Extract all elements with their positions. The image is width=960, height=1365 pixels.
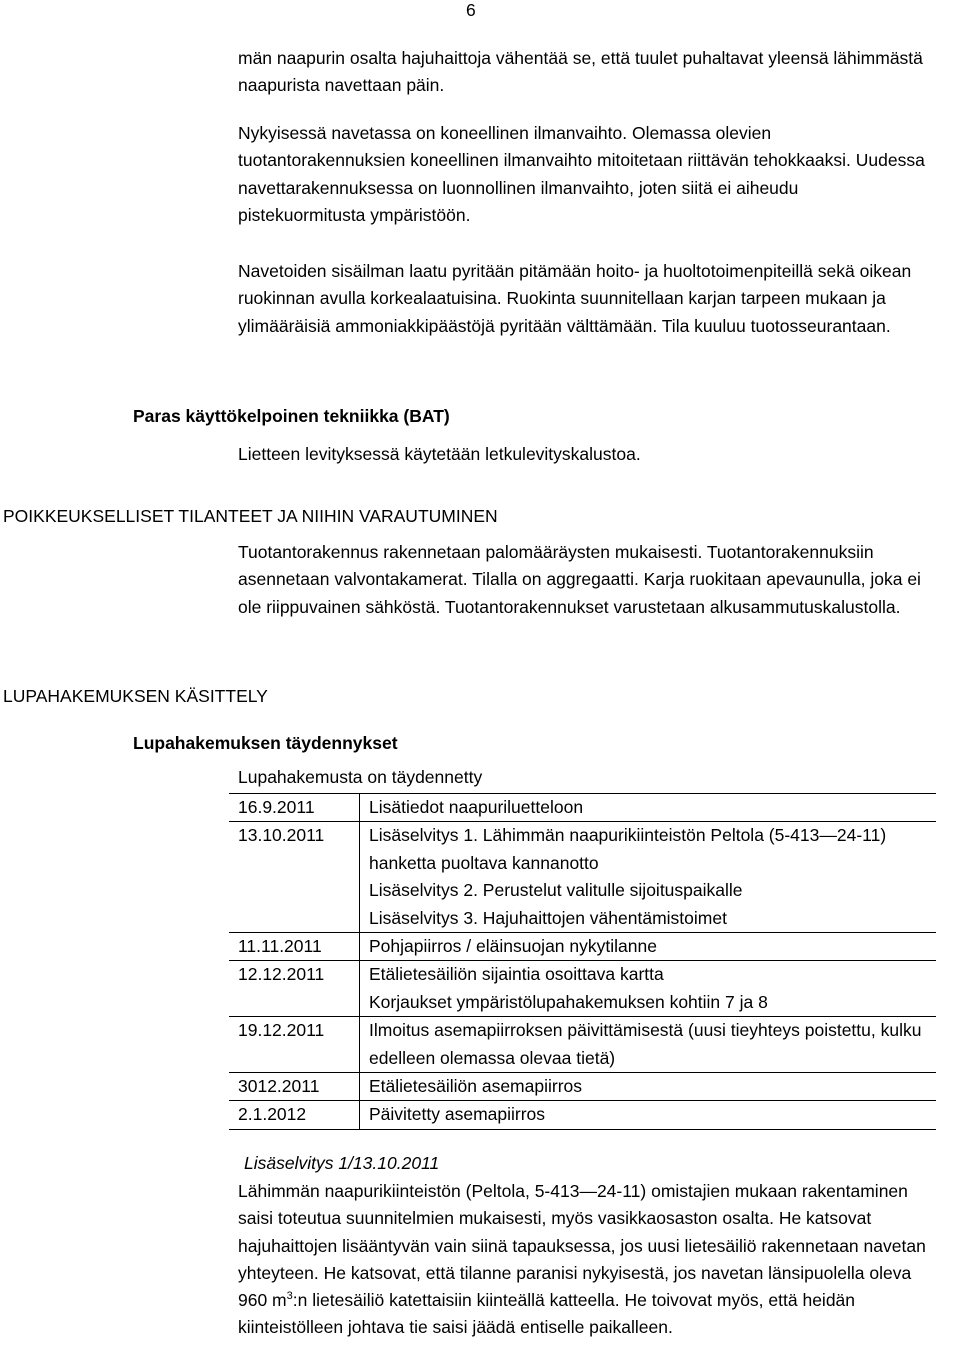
addendum-text bbox=[238, 1178, 928, 1342]
processing-heading: LUPAHAKEMUKSEN KÄSITTELY bbox=[3, 686, 268, 706]
supplement-line: Pohjapiirros / eläinsuojan nykytilanne bbox=[369, 936, 657, 957]
supplement-description bbox=[360, 794, 937, 822]
table-row bbox=[229, 822, 936, 933]
supplement-line: Lisäselvitys 2. Perustelut valitulle sijoituspaikalle bbox=[369, 880, 743, 901]
addendum-heading: Lisäselvitys 1/13.10.2011 bbox=[244, 1153, 440, 1173]
exceptional-heading: POIKKEUKSELLISET TILANTEET JA NIIHIN VARAUTUMINEN bbox=[3, 506, 498, 526]
addendum-text-part1: Lähimmän naapurikiinteistön (Peltola, 5-413—24-11) omistajien mukaan rakentaminen saisi toteutua suunnitelmien mukaisesti, myös vasikkaosaston osalta. He katsovat hajuhaittojen lisääntyvän vain siinä tapauksessa, jos uusi lietesäiliö rakennetaan navetan yhteyteen. He katsovat, että tilanne paranisi nykyisestä, jos navetan länsipuolella oleva 960 m bbox=[238, 1181, 926, 1311]
supplement-line: Lisäselvitys 1. Lähimmän naapurikiinteistön Peltola (5-413—24-11) hanketta puoltava kannanotto bbox=[369, 825, 887, 873]
supplemented-label: Lupahakemusta on täydennetty bbox=[238, 767, 483, 787]
bat-text: Lietteen levityksessä käytetään letkulevityskalustoa. bbox=[238, 444, 641, 464]
table-row bbox=[229, 1017, 936, 1073]
page-number: 6 bbox=[466, 0, 476, 20]
exceptional-text: Tuotantorakennus rakennetaan palomääräysten mukaisesti. Tuotantorakennuksiin asennetaan valvontakamerat. Tilalla on aggregaatti. Karja ruokitaan apevaunulla, joka ei ole riippuvainen sähköstä. Tuotantorakennukset varustetaan alkusammutuskalustolla. bbox=[238, 542, 921, 617]
supplement-date: 16.9.2011 bbox=[229, 794, 360, 822]
table-row bbox=[229, 1073, 936, 1101]
paragraph-ventilation: Nykyisessä navetassa on koneellinen ilmanvaihto. Olemassa olevien tuotantorakennuksien koneellinen ilmanvaihto mitoitetaan riittävän tehokkaaksi. Uudessa navettarakennuksessa on luonnollinen ilmanvaihto, joten siitä ei aiheudu pistekuormitusta ympäristöön. bbox=[238, 123, 925, 225]
supplement-description bbox=[360, 1073, 937, 1101]
table-row bbox=[229, 1101, 936, 1129]
supplement-date: 2.1.2012 bbox=[229, 1101, 360, 1129]
addendum-text-part2: :n lietesäiliö katettaisiin kiinteällä katteella. He toivovat myös, että heidän kiinteistölleen johtava tie saisi jäädä entiselle paikalleen. bbox=[238, 1290, 856, 1338]
supplement-line: Etälietesäiliön asemapiirros bbox=[369, 1076, 583, 1097]
supplement-date: 11.11.2011 bbox=[229, 933, 360, 961]
supplement-date: 12.12.2011 bbox=[229, 961, 360, 1017]
supplement-line: Etälietesäiliön sijaintia osoittava kartta bbox=[369, 964, 664, 985]
supplement-line: Ilmoitus asemapiirroksen päivittämisestä (uusi tieyhteys poistettu, kulku edelleen olemassa olevaa tietä) bbox=[369, 1020, 922, 1068]
table-row bbox=[229, 794, 936, 822]
supplement-line: Lisäselvitys 3. Hajuhaittojen vähentämistoimet bbox=[369, 907, 727, 928]
supplement-description bbox=[360, 933, 937, 961]
supplement-date: 13.10.2011 bbox=[229, 822, 360, 933]
supplements-heading: Lupahakemuksen täydennykset bbox=[133, 733, 398, 753]
supplement-line: Lisätiedot naapuriluetteloon bbox=[369, 797, 584, 817]
table-row bbox=[229, 933, 936, 961]
superscript-3: 3 bbox=[286, 1290, 293, 1303]
supplement-description bbox=[360, 1101, 937, 1129]
paragraph-indoor-air: Navetoiden sisäilman laatu pyritään pitämään hoito- ja huoltotoimenpiteillä sekä oikean ruokinnan avulla korkealaatuisina. Ruokinta suunnitellaan karjan tarpeen mukaan ja ylimääräisiä ammoniakkipäästöjä pyritään välttämään. Tila kuuluu tuotosseurantaan. bbox=[238, 261, 912, 336]
supplements-table bbox=[229, 793, 936, 1130]
supplement-line: Päivitetty asemapiirros bbox=[369, 1104, 546, 1125]
supplement-description bbox=[360, 822, 937, 933]
supplement-date: 19.12.2011 bbox=[229, 1017, 360, 1073]
supplement-description bbox=[360, 961, 937, 1017]
table-row bbox=[229, 961, 936, 1017]
supplement-description bbox=[360, 1017, 937, 1073]
bat-heading: Paras käyttökelpoinen tekniikka (BAT) bbox=[133, 406, 450, 426]
supplement-line: Korjaukset ympäristölupahakemuksen kohtiin 7 ja 8 bbox=[369, 991, 768, 1012]
paragraph-odor: män naapurin osalta hajuhaittoja vähentää se, että tuulet puhaltavat yleensä lähimmästä naapurista navettaan päin. bbox=[238, 48, 923, 96]
supplement-date: 3012.2011 bbox=[229, 1073, 360, 1101]
